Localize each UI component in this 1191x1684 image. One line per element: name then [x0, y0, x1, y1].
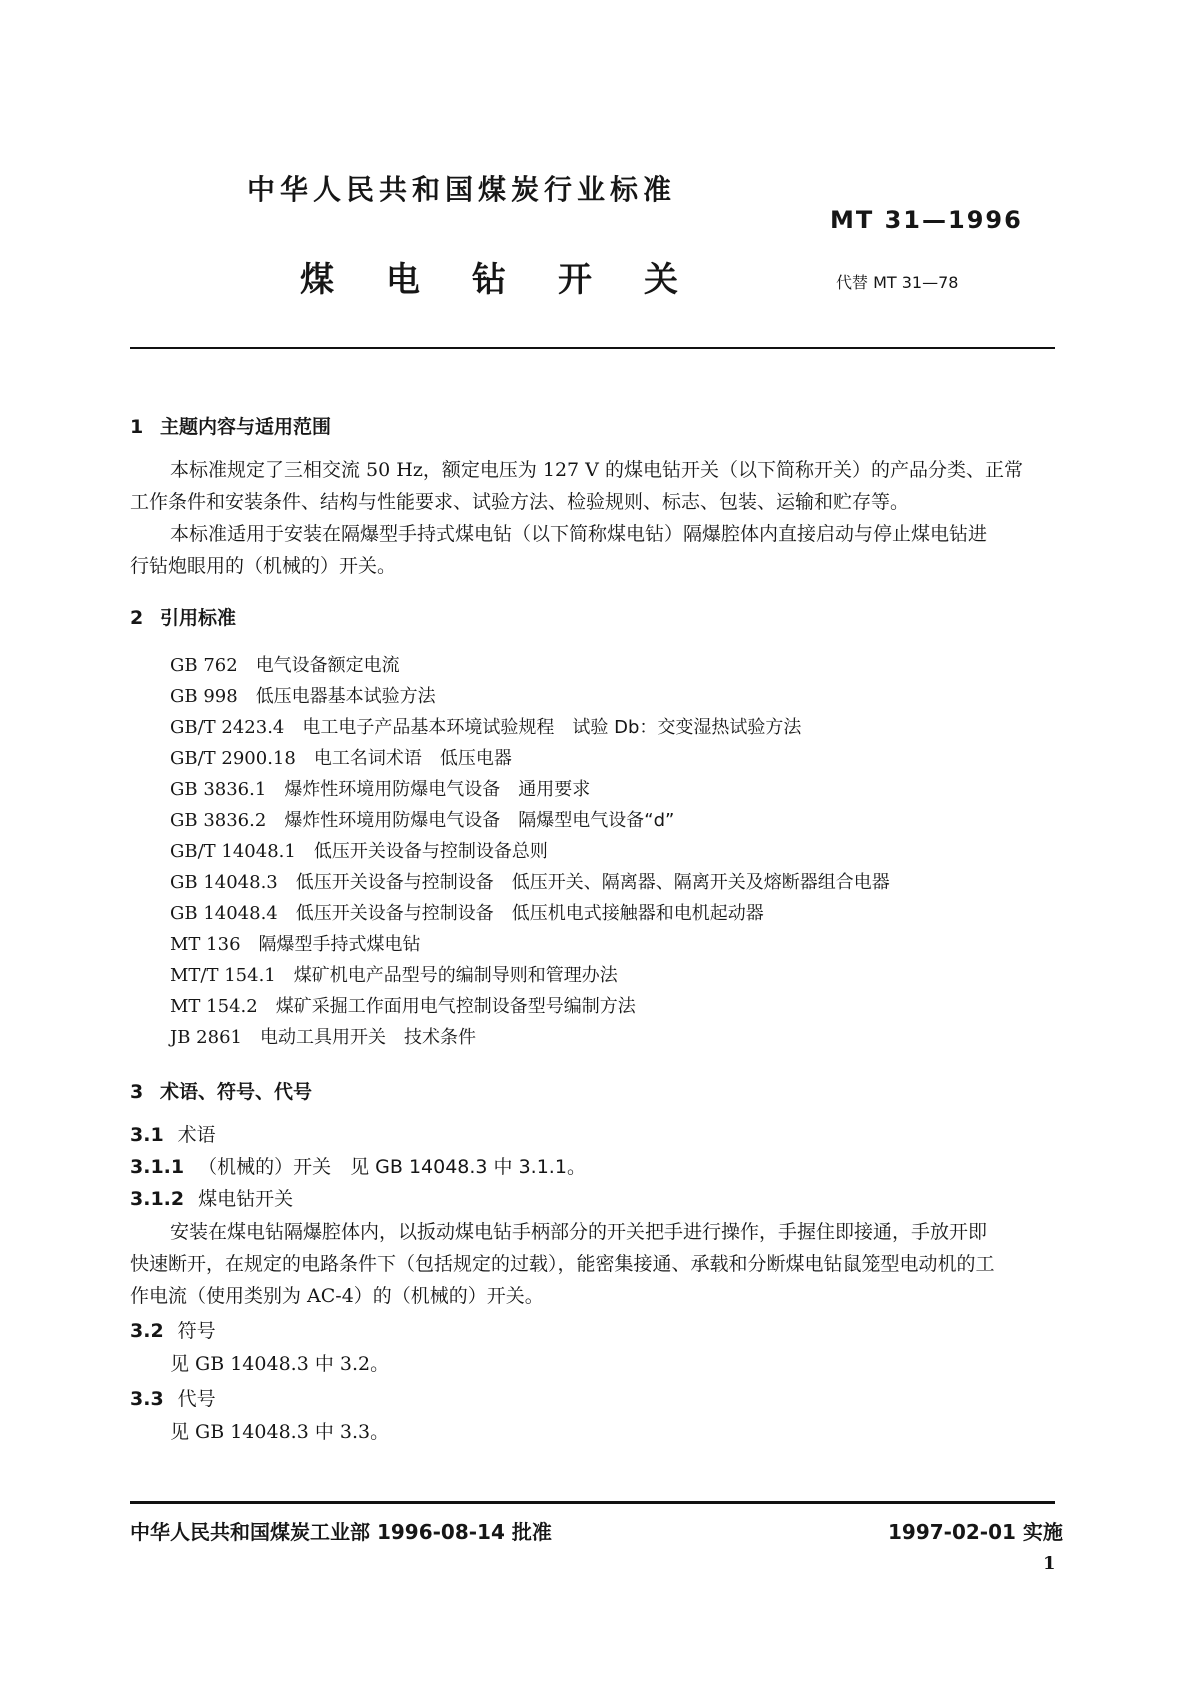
page-number: 1	[1043, 1553, 1056, 1574]
reference-item	[170, 930, 421, 956]
section-number: 2	[130, 607, 144, 629]
subsection-title: 煤电钻开关	[198, 1188, 294, 1210]
reference-title: 隔爆型手持式煤电钻	[258, 934, 421, 955]
section-3-heading	[130, 1077, 312, 1104]
standard-code: MT 31—1996	[830, 206, 1023, 234]
reference-item	[170, 775, 590, 801]
s312-line3: 作电流（使用类别为 AC-4）的（机械的）开关。	[130, 1285, 544, 1307]
subsection-3-1-2	[130, 1184, 293, 1211]
subsection-number: 3.1	[130, 1124, 164, 1146]
reference-item	[170, 899, 764, 925]
section-title: 主题内容与适用范围	[160, 416, 332, 438]
subsection-title: 代号	[177, 1388, 216, 1410]
reference-item	[170, 1023, 476, 1049]
subsection-number: 3.1.2	[130, 1188, 185, 1210]
effective-date: 1997-02-01 实施	[888, 1520, 1063, 1544]
subsection-3-3	[130, 1384, 216, 1411]
s1-para2-line1: 本标准适用于安装在隔爆型手持式煤电钻（以下简称煤电钻）隔爆腔体内直接启动与停止煤电钻进	[170, 523, 988, 545]
reference-title: 煤矿采掘工作面用电气控制设备型号编制方法	[275, 996, 636, 1017]
reference-title: 爆炸性环境用防爆电气设备 隔爆型电气设备“d”	[284, 810, 675, 831]
footer-divider	[130, 1501, 1055, 1504]
header-divider	[130, 347, 1055, 349]
reference-item	[170, 806, 674, 832]
reference-item	[170, 651, 400, 677]
title-char: 煤	[300, 260, 334, 300]
standard-name: 中华人民共和国煤炭行业标准	[247, 173, 677, 206]
subsection-3-2	[130, 1316, 216, 1343]
s33-text: 见 GB 14048.3 中 3.3。	[170, 1421, 390, 1443]
title-char: 电	[386, 260, 420, 300]
s1-para2-line2: 行钻炮眼用的（机械的）开关。	[130, 555, 397, 577]
reference-code: GB 3836.2	[170, 810, 267, 831]
subsection-number: 3.2	[130, 1320, 164, 1342]
reference-code: MT 154.2	[170, 996, 258, 1017]
reference-title: 低压开关设备与控制设备总则	[313, 841, 548, 862]
reference-title: 电工电子产品基本环境试验规程 试验 Db：交变湿热试验方法	[302, 717, 802, 738]
reference-title: 电工名词术语 低压电器	[313, 748, 512, 769]
reference-code: GB 3836.1	[170, 779, 267, 800]
reference-title: 电气设备额定电流	[255, 655, 400, 676]
approval-note: 中华人民共和国煤炭工业部 1996-08-14 批准	[130, 1520, 552, 1544]
title-char: 钻	[472, 260, 506, 300]
reference-title: 电动工具用开关 技术条件	[259, 1027, 476, 1048]
reference-title: 低压开关设备与控制设备 低压开关、隔离器、隔离开关及熔断器组合电器	[295, 872, 890, 893]
reference-title: 煤矿机电产品型号的编制导则和管理办法	[293, 965, 618, 986]
reference-code: GB/T 2900.18	[170, 748, 296, 769]
reference-item	[170, 868, 890, 894]
reference-code: GB/T 14048.1	[170, 841, 296, 862]
reference-code: GB 762	[170, 655, 238, 676]
reference-code: JB 2861	[170, 1027, 242, 1048]
reference-title: 低压电器基本试验方法	[255, 686, 436, 707]
title-char: 开	[558, 260, 592, 300]
s32-text: 见 GB 14048.3 中 3.2。	[170, 1353, 390, 1375]
reference-title: 低压开关设备与控制设备 低压机电式接触器和电机起动器	[295, 903, 764, 924]
reference-item	[170, 992, 636, 1018]
section-number: 3	[130, 1081, 144, 1103]
subsection-3-1-1	[130, 1152, 586, 1179]
s312-line1: 安装在煤电钻隔爆腔体内，以扳动煤电钻手柄部分的开关把手进行操作，手握住即接通，手放开即	[170, 1221, 988, 1243]
section-2-heading	[130, 603, 236, 630]
reference-code: MT 136	[170, 934, 241, 955]
reference-code: GB 14048.3	[170, 872, 278, 893]
reference-item	[170, 837, 548, 863]
section-1-heading	[130, 412, 331, 439]
replaces-note: 代替 MT 31—78	[836, 273, 959, 292]
subsection-number: 3.3	[130, 1388, 164, 1410]
reference-item	[170, 961, 618, 987]
section-title: 引用标准	[160, 607, 237, 629]
reference-item	[170, 744, 512, 770]
reference-code: GB/T 2423.4	[170, 717, 285, 738]
reference-item	[170, 682, 436, 708]
reference-item	[170, 713, 801, 739]
subsection-number: 3.1.1	[130, 1156, 185, 1178]
s1-para1-line1: 本标准规定了三相交流 50 Hz，额定电压为 127 V 的煤电钻开关（以下简称开关）的产品分类、正常	[170, 459, 1023, 481]
subsection-text: （机械的）开关 见 GB 14048.3 中 3.1.1。	[198, 1156, 586, 1178]
reference-code: MT/T 154.1	[170, 965, 276, 986]
s312-line2: 快速断开，在规定的电路条件下（包括规定的过载），能密集接通、承载和分断煤电钻鼠笼型电动机的工	[130, 1253, 995, 1275]
subsection-3-1	[130, 1120, 216, 1147]
s1-para1-line2: 工作条件和安装条件、结构与性能要求、试验方法、检验规则、标志、包装、运输和贮存等。	[130, 491, 910, 513]
section-title: 术语、符号、代号	[160, 1081, 313, 1103]
reference-code: GB 998	[170, 686, 238, 707]
title-char: 关	[644, 260, 678, 300]
subsection-title: 符号	[177, 1320, 216, 1342]
subsection-title: 术语	[177, 1124, 216, 1146]
reference-title: 爆炸性环境用防爆电气设备 通用要求	[284, 779, 591, 800]
section-number: 1	[130, 416, 144, 438]
document-title	[300, 252, 730, 301]
reference-code: GB 14048.4	[170, 903, 278, 924]
